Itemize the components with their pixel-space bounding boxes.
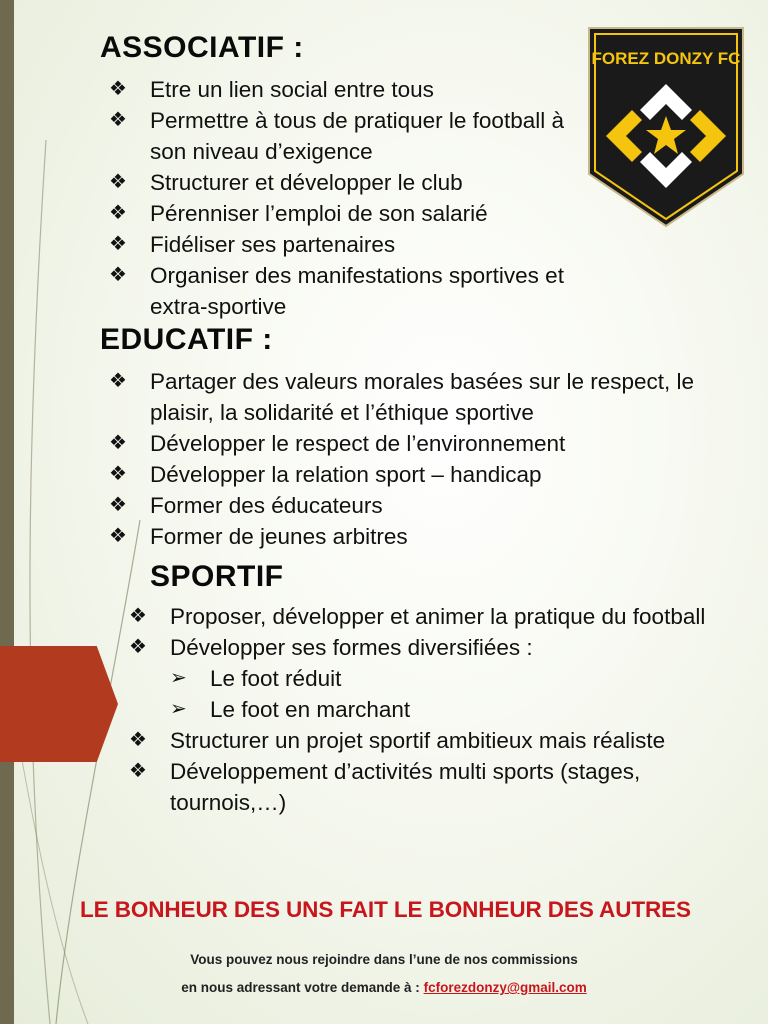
red-arrow-shape — [0, 646, 118, 762]
club-motto: LE BONHEUR DES UNS FAIT LE BONHEUR DES AUTRES — [80, 897, 691, 922]
list-item: ❖ Fidéliser ses partenaires — [109, 232, 396, 257]
logo-text: FOREZ DONZY FC — [591, 49, 741, 68]
list-item: ❖ Organiser des manifestations sportives et extra-sportive — [109, 263, 564, 319]
footer-line-2-text: en nous adressant votre demande à : — [181, 980, 420, 995]
list-item: ❖ Former de jeunes arbitres — [109, 524, 408, 549]
list-item: ❖ Proposer, développer et animer la pratique du football — [129, 604, 706, 629]
section-title-educatif: EDUCATIF : — [100, 323, 273, 356]
section-title-sportif: SPORTIF — [150, 560, 284, 593]
footer-line-2 — [0, 980, 768, 995]
sub-list-item: ➢ Le foot en marchant — [170, 697, 411, 722]
sublist-formes — [170, 663, 720, 725]
list-sportif — [120, 601, 720, 818]
list-item: ❖ Structurer et développer le club — [109, 170, 463, 195]
list-item: ❖ Former des éducateurs — [109, 493, 383, 518]
footer-line-1: Vous pouvez nous rejoindre dans l’une de nos commissions — [190, 952, 578, 967]
list-item: ❖ Développer ses formes diversifiées : ➢ Le foot réduit ➢ Le foot en marchant — [120, 632, 720, 725]
list-item: ❖ Partager des valeurs morales basées sur le respect, le plaisir, la solidarité et l’éthique sportive — [109, 369, 695, 425]
list-associatif — [100, 74, 580, 322]
list-item: ❖ Développer la relation sport – handicap — [109, 462, 542, 487]
list-educatif — [100, 366, 760, 552]
list-item: ❖ Pérenniser l’emploi de son salarié — [109, 201, 488, 226]
sub-list-item: ➢ Le foot réduit — [170, 666, 342, 691]
list-item: ❖ Développer le respect de l’environnement — [109, 431, 566, 456]
list-item: ❖ Etre un lien social entre tous — [109, 77, 434, 102]
club-logo — [585, 24, 747, 230]
email-link[interactable]: fcforezdonzy@gmail.com — [423, 980, 587, 995]
section-title-associatif: ASSOCIATIF : — [100, 31, 304, 64]
list-item: ❖ Structurer un projet sportif ambitieux mais réaliste — [129, 728, 666, 753]
list-item: ❖ Développement d’activités multi sports (stages, tournois,…) — [129, 759, 641, 815]
list-item: ❖ Permettre à tous de pratiquer le football à son niveau d’exigence — [109, 108, 564, 164]
